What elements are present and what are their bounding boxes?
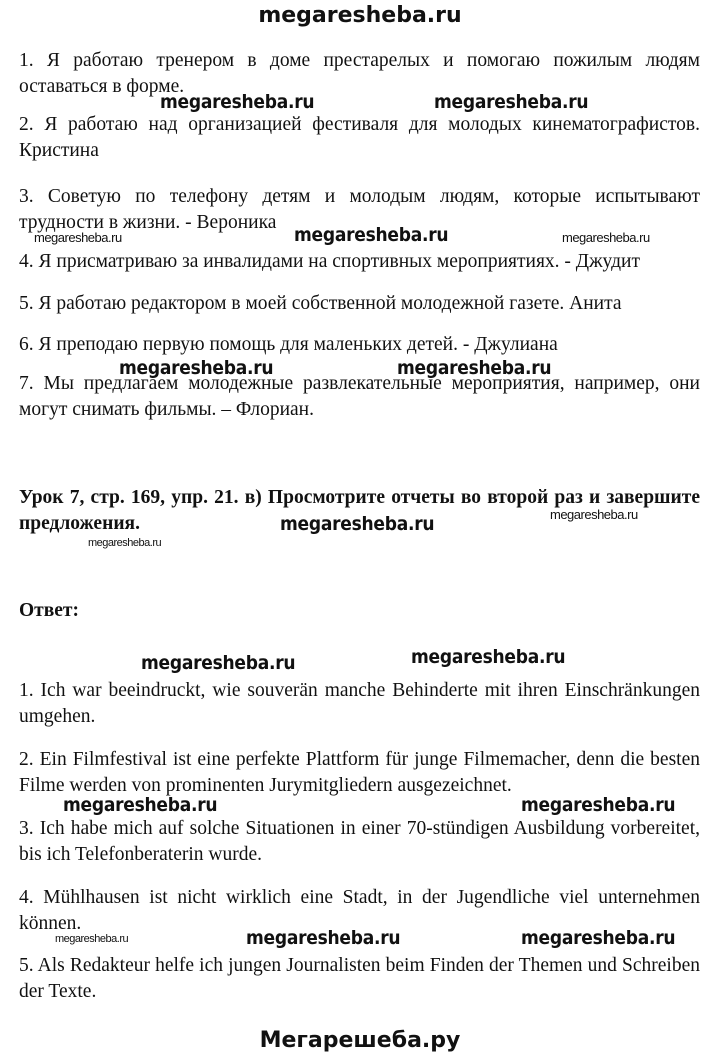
ru-item-2: 2. Я работаю над организацией фестиваля для молодых кинематографистов. Кристина bbox=[19, 114, 700, 161]
watermark: megaresheba.ru bbox=[160, 91, 315, 113]
watermark: megaresheba.ru bbox=[411, 646, 566, 668]
de-item-1: 1. Ich war beeindruckt, wie souverän manche Behinderte mit ihren Einschränkungen umgehen. bbox=[19, 680, 700, 727]
ru-item-4: 4. Я присматриваю за инвалидами на спортивных мероприятиях. - Джудит bbox=[19, 251, 640, 272]
watermark: megaresheba.ru bbox=[521, 927, 676, 949]
watermark: megaresheba.ru bbox=[119, 357, 274, 379]
watermark: megaresheba.ru bbox=[141, 652, 296, 674]
watermark: megaresheba.ru bbox=[246, 927, 401, 949]
task-heading: Урок 7, стр. 169, упр. 21. в) Просмотрите отчеты во второй раз и завершите предложения. bbox=[19, 487, 700, 534]
ru-item-1: 1. Я работаю тренером в доме престарелых и помогаю пожилым людям оставаться в форме. bbox=[19, 50, 700, 97]
ru-item-6: 6. Я преподаю первую помощь для маленьких детей. - Джулиана bbox=[19, 334, 558, 355]
ru-item-3: 3. Советую по телефону детям и молодым людям, которые испытывают трудности в жизни. - Вероника bbox=[19, 186, 700, 233]
watermark-small: megaresheba.ru bbox=[88, 537, 162, 549]
ru-item-5: 5. Я работаю редактором в моей собственной молодежной газете. Анита bbox=[19, 293, 622, 314]
de-item-5: 5. Als Redakteur helfe ich jungen Journalisten beim Finden der Themen und Schreiben der Texte. bbox=[19, 955, 700, 1002]
watermark-small: megaresheba.ru bbox=[34, 230, 122, 245]
watermark-small: megaresheba.ru bbox=[562, 230, 650, 245]
de-item-3: 3. Ich habe mich auf solche Situationen in einer 70-stündigen Ausbildung vorbereitet, bis ich Telefonberaterin wurde. bbox=[19, 818, 700, 865]
watermark-small: megaresheba.ru bbox=[55, 933, 129, 945]
watermark: megaresheba.ru bbox=[397, 357, 552, 379]
footer-watermark: Мегарешеба.ру bbox=[259, 1028, 461, 1053]
de-item-4: 4. Mühlhausen ist nicht wirklich eine Stadt, in der Jugendliche viel unternehmen können. bbox=[19, 887, 700, 934]
watermark: megaresheba.ru bbox=[434, 91, 589, 113]
watermark: megaresheba.ru bbox=[521, 794, 676, 816]
ru-item-7: 7. Мы предлагаем молодежные развлекательные мероприятия, например, они могут снимать фильмы. – Флориан. bbox=[19, 373, 700, 420]
de-item-2: 2. Ein Filmfestival ist eine perfekte Plattform für junge Filmemacher, denn die besten Filme werden von prominenten Jurymitgliedern ausgezeichnet. bbox=[19, 749, 700, 796]
watermark: megaresheba.ru bbox=[294, 224, 449, 246]
answer-label: Ответ: bbox=[19, 600, 80, 621]
watermark-small: megaresheba.ru bbox=[550, 507, 638, 522]
watermark: megaresheba.ru bbox=[280, 513, 435, 535]
watermark: megaresheba.ru bbox=[63, 794, 218, 816]
header-watermark: megaresheba.ru bbox=[258, 3, 462, 28]
